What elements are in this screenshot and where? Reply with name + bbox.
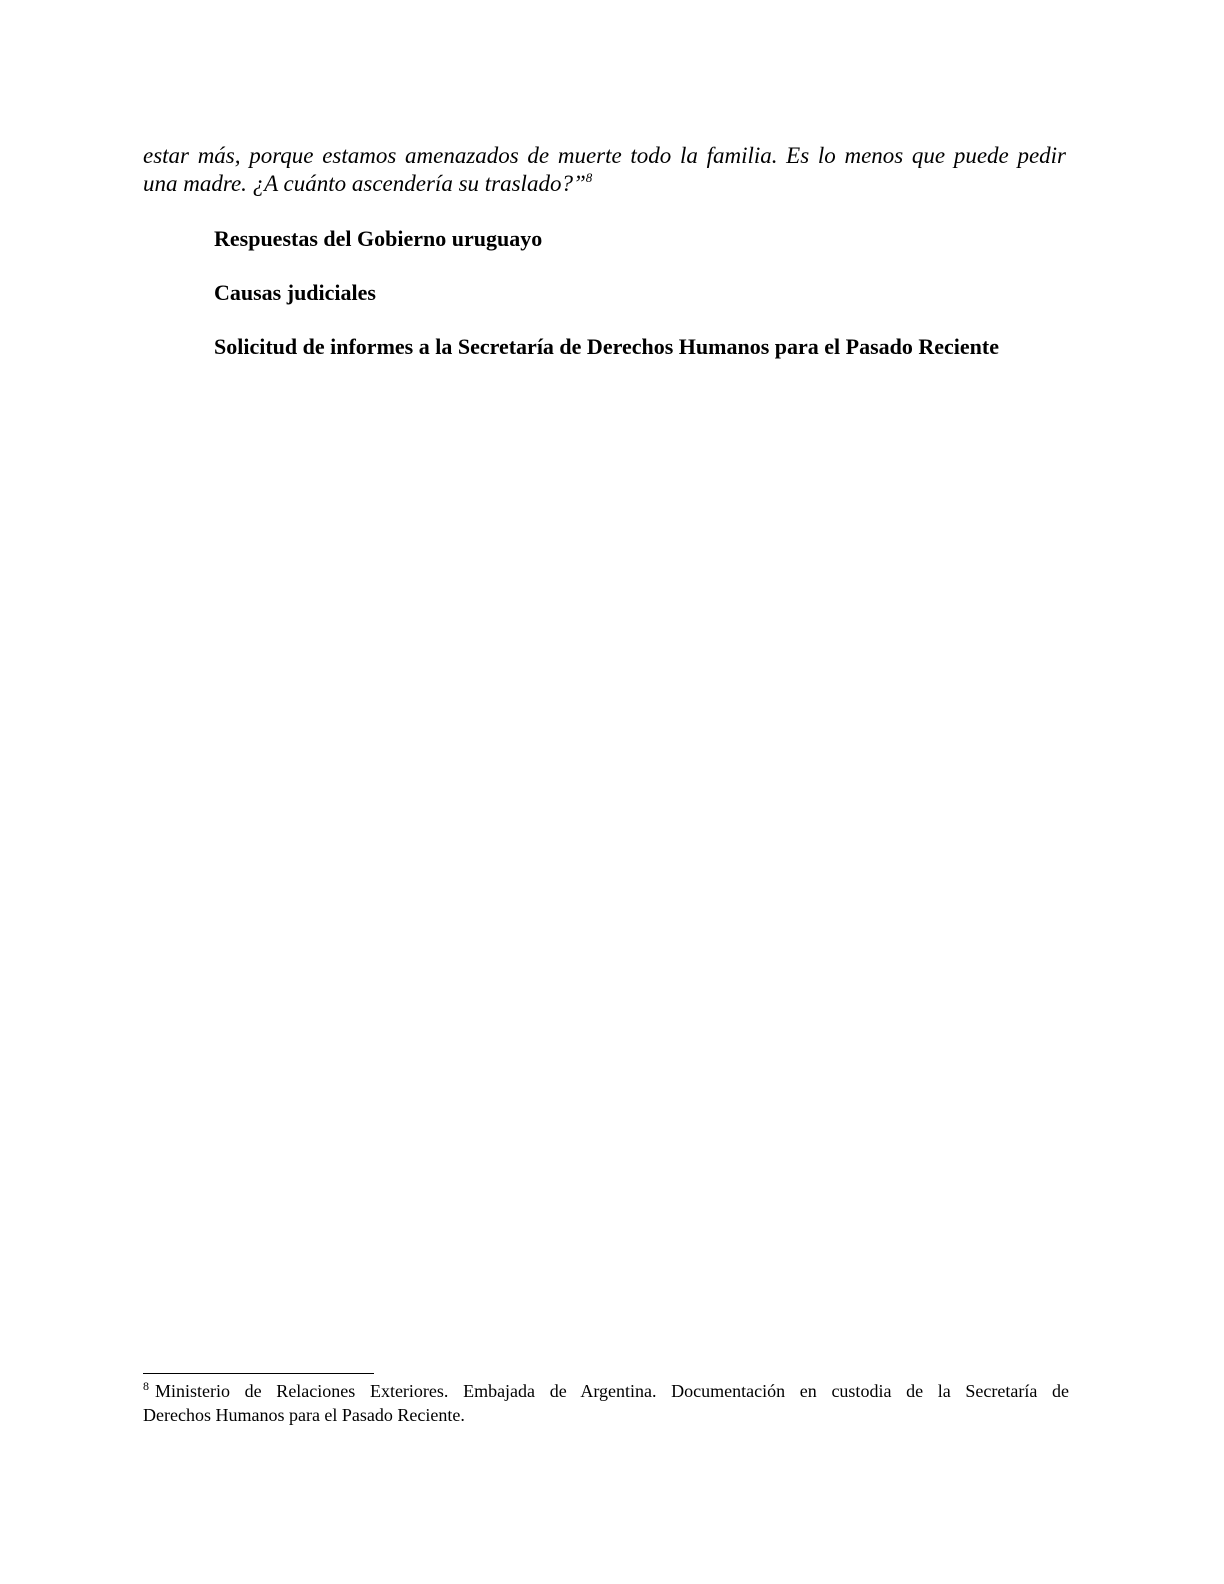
footnote-separator (143, 1373, 374, 1374)
footnote-number: 8 (143, 1379, 149, 1393)
quote-line-2-text: una madre. ¿A cuánto ascendería su traslado?” (143, 171, 586, 196)
footnote-reference[interactable]: 8 (585, 170, 593, 185)
quote-line-2 (143, 170, 1066, 198)
heading-causas-judiciales: Causas judiciales (214, 280, 376, 305)
footnote (143, 1379, 1069, 1427)
footnote-line-1-text: Ministerio de Relaciones Exteriores. Embajada de Argentina. Documentación en custodia de la Secretaría de (155, 1381, 1069, 1401)
quote-line-1: estar más, porque estamos amenazados de muerte todo la familia. Es lo menos que puede pedir (143, 143, 1066, 168)
heading-solicitud-informes: Solicitud de informes a la Secretaría de Derechos Humanos para el Pasado Reciente (214, 334, 999, 359)
footnote-line-1 (143, 1379, 1069, 1403)
heading-respuestas-gobierno: Respuestas del Gobierno uruguayo (214, 226, 543, 251)
quoted-paragraph (143, 142, 1066, 198)
footnote-line-2: Derechos Humanos para el Pasado Reciente. (143, 1405, 465, 1425)
